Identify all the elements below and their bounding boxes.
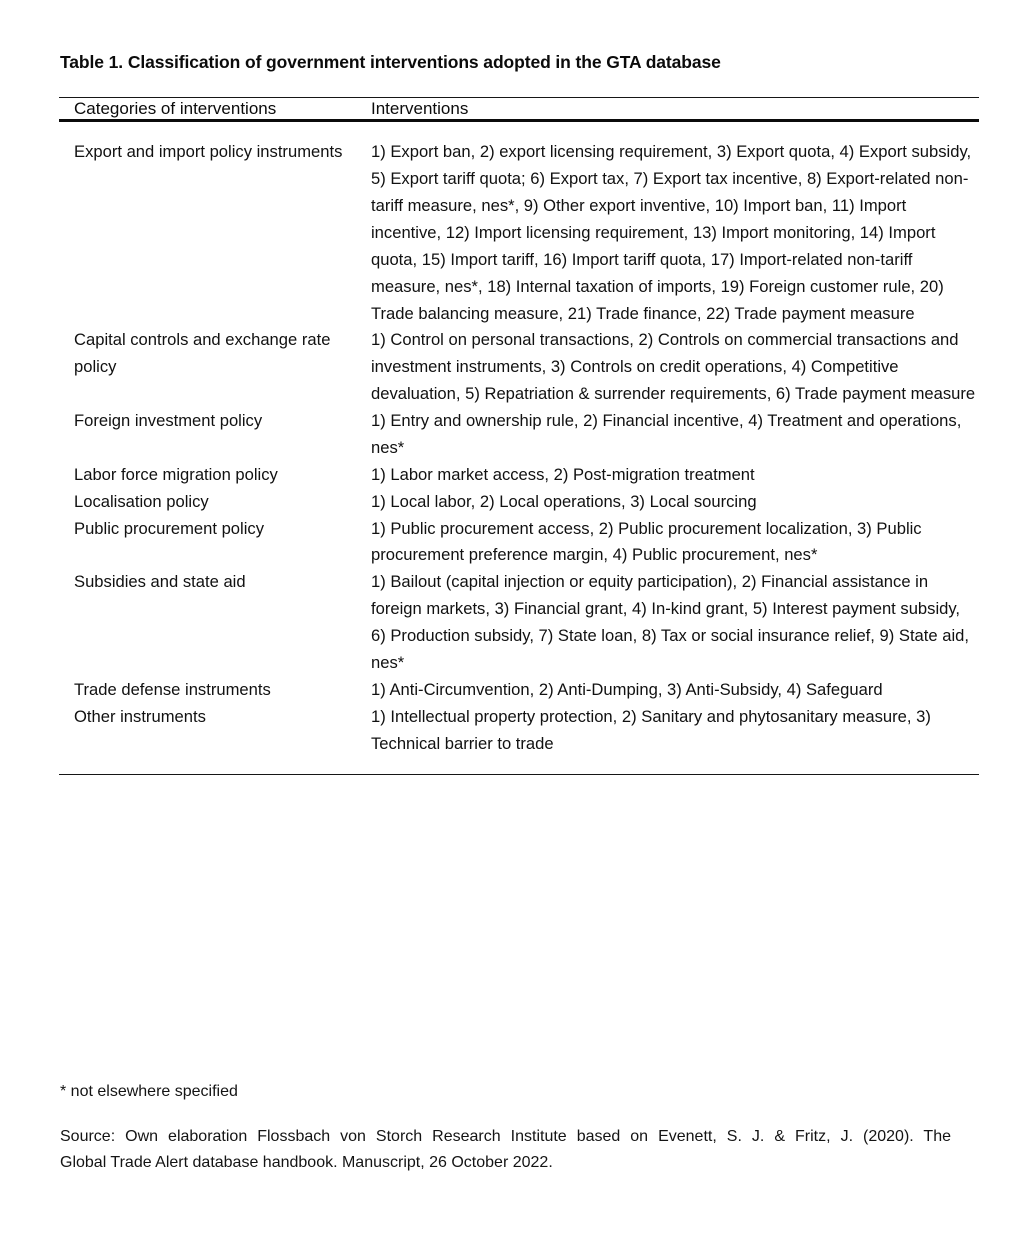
interventions-cell: 1) Intellectual property protection, 2) Sanitary and phytosanitary measure, 3) Technical barrier to trade	[371, 706, 931, 753]
table-row	[59, 677, 979, 704]
table-row	[59, 122, 979, 327]
table-footnote: * not elsewhere specified	[60, 1083, 238, 1100]
column-header-interventions: Interventions	[371, 99, 469, 118]
table-source	[60, 1124, 951, 1176]
source-line-1: Source: Own elaboration Flossbach von Storch Research Institute based on Evenett, S. J. & Fritz, J. (2020). The	[60, 1128, 951, 1145]
interventions-table	[59, 98, 979, 119]
table-bottom-rule	[59, 774, 979, 775]
table-row	[59, 408, 979, 462]
table-row	[59, 569, 979, 677]
table-title: Table 1. Classification of government interventions adopted in the GTA database	[60, 52, 721, 72]
table-row	[59, 327, 979, 408]
table-row	[59, 489, 979, 516]
interventions-cell: 1) Bailout (capital injection or equity participation), 2) Financial assistance in foreign markets, 3) Financial grant, 4) In-kind grant, 5) Interest payment subsidy, 6) Production subsidy, 7) State loan, 8) Tax or social insurance relief, 9) State aid, nes*	[371, 572, 969, 672]
interventions-cell: 1) Public procurement access, 2) Public procurement localization, 3) Public procurement preference margin, 4) Public procurement, nes*	[371, 518, 922, 565]
interventions-cell: 1) Entry and ownership rule, 2) Financial incentive, 4) Treatment and operations, nes*	[371, 411, 962, 457]
interventions-cell: 1) Local labor, 2) Local operations, 3) Local sourcing	[371, 491, 757, 511]
classification-table	[59, 97, 979, 775]
category-cell: Subsidies and state aid	[74, 572, 246, 592]
category-cell: Public procurement policy	[74, 518, 264, 538]
category-cell: Other instruments	[74, 706, 206, 726]
column-header-categories: Categories of interventions	[74, 99, 277, 118]
category-cell: Foreign investment policy	[74, 411, 263, 430]
table-row	[59, 462, 979, 489]
source-line-2: Global Trade Alert database handbook. Manuscript, 26 October 2022.	[60, 1153, 553, 1171]
category-cell: Labor force migration policy	[74, 464, 278, 484]
interventions-cell: 1) Labor market access, 2) Post-migration treatment	[371, 464, 755, 484]
interventions-cell: 1) Export ban, 2) export licensing requirement, 3) Export quota, 4) Export subsidy, 5) Export tariff quota; 6) Export tax, 7) Export tax incentive, 8) Export-related non-tariff measure, nes*, 9) Other export inventive, 10) Import ban, 11) Import incentive, 12) Import licensing requirement, 13) Import monitoring, 14) Import quota, 15) Import tariff, 16) Import tariff quota, 17) Import-related non-tariff measure, nes*, 18) Internal taxation of imports, 19) Foreign customer rule, 20) Trade balancing measure, 21) Trade finance, 22) Trade payment measure	[371, 142, 972, 323]
table-row	[59, 704, 979, 775]
category-cell: Capital controls and exchange rate policy	[74, 330, 331, 377]
interventions-cell: 1) Control on personal transactions, 2) Controls on commercial transactions and investment instruments, 3) Controls on credit operations, 4) Competitive devaluation, 5) Repatriation & surrender requirements, 6) Trade payment measure	[371, 330, 976, 404]
table-row	[59, 516, 979, 570]
table-header-row	[59, 98, 979, 119]
category-cell: Localisation policy	[74, 491, 209, 511]
interventions-cell: 1) Anti-Circumvention, 2) Anti-Dumping, 3) Anti-Subsidy, 4) Safeguard	[371, 679, 883, 699]
category-cell: Trade defense instruments	[74, 679, 271, 699]
category-cell: Export and import policy instruments	[74, 142, 343, 162]
interventions-table-body	[59, 122, 979, 774]
